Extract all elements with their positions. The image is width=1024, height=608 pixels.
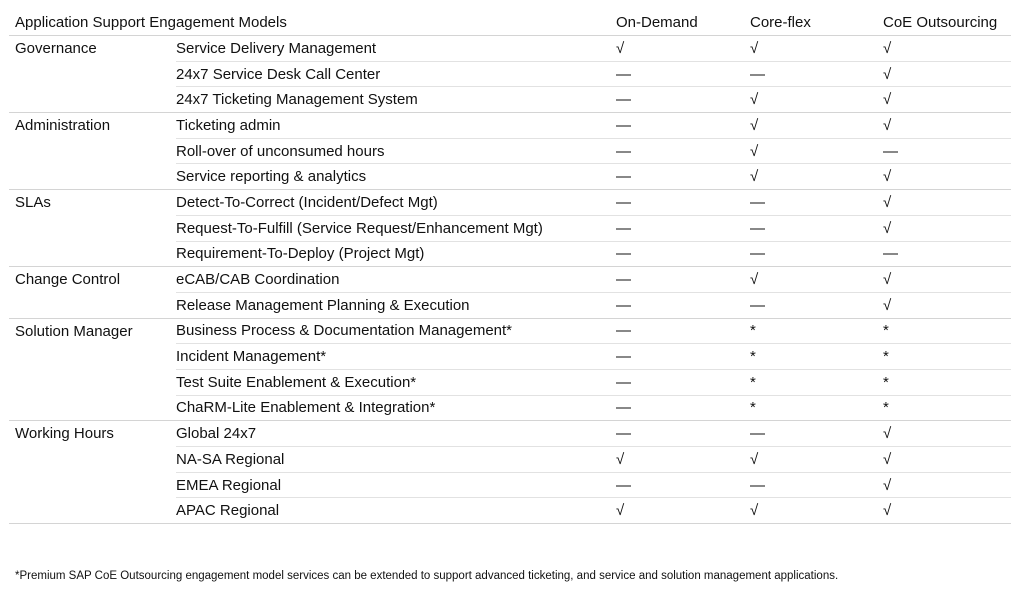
on-demand-dash-mark: — [616,113,750,139]
core-flex-check-mark: √ [750,138,883,164]
table-row [9,190,1011,216]
table-row [9,113,1011,139]
core-flex-dash-mark: — [750,190,883,216]
core-flex-asterisk-mark: * [750,395,883,421]
on-demand-dash-mark: — [616,164,750,190]
core-flex-check-mark: √ [750,267,883,293]
service-label: Business Process & Documentation Management* [176,318,616,344]
table-row [9,421,1011,447]
core-flex-asterisk-mark: * [750,344,883,370]
core-flex-check-mark: √ [750,447,883,473]
category-label: SLAs [9,190,176,267]
service-label: 24x7 Ticketing Management System [176,87,616,113]
on-demand-dash-mark: — [616,369,750,395]
coe-outsourcing-check-mark: √ [883,421,1011,447]
service-label: Global 24x7 [176,421,616,447]
on-demand-dash-mark: — [616,472,750,498]
service-label: Incident Management* [176,344,616,370]
column-header-core-flex: Core-flex [750,10,883,36]
coe-outsourcing-asterisk-mark: * [883,318,1011,344]
coe-outsourcing-asterisk-mark: * [883,344,1011,370]
table-title: Application Support Engagement Models [9,10,616,36]
on-demand-dash-mark: — [616,61,750,87]
service-label: APAC Regional [176,498,616,524]
service-label: Test Suite Enablement & Execution* [176,369,616,395]
on-demand-check-mark: √ [616,36,750,62]
on-demand-dash-mark: — [616,267,750,293]
coe-outsourcing-check-mark: √ [883,267,1011,293]
coe-outsourcing-check-mark: √ [883,215,1011,241]
core-flex-dash-mark: — [750,421,883,447]
core-flex-dash-mark: — [750,292,883,318]
service-label: 24x7 Service Desk Call Center [176,61,616,87]
category-label: Governance [9,36,176,113]
coe-outsourcing-asterisk-mark: * [883,395,1011,421]
on-demand-dash-mark: — [616,292,750,318]
column-header-coe-outsourcing: CoE Outsourcing [883,10,1011,36]
on-demand-check-mark: √ [616,447,750,473]
coe-outsourcing-check-mark: √ [883,87,1011,113]
category-label: Working Hours [9,421,176,524]
table-row [9,267,1011,293]
coe-outsourcing-check-mark: √ [883,498,1011,524]
coe-outsourcing-dash-mark: — [883,138,1011,164]
on-demand-dash-mark: — [616,241,750,267]
core-flex-check-mark: √ [750,498,883,524]
on-demand-dash-mark: — [616,190,750,216]
category-label: Solution Manager [9,318,176,421]
service-label: Ticketing admin [176,113,616,139]
coe-outsourcing-check-mark: √ [883,61,1011,87]
on-demand-dash-mark: — [616,421,750,447]
service-label: EMEA Regional [176,472,616,498]
category-label: Administration [9,113,176,190]
service-label: Release Management Planning & Execution [176,292,616,318]
core-flex-check-mark: √ [750,36,883,62]
on-demand-dash-mark: — [616,395,750,421]
on-demand-dash-mark: — [616,138,750,164]
service-label: Requirement-To-Deploy (Project Mgt) [176,241,616,267]
core-flex-dash-mark: — [750,472,883,498]
core-flex-dash-mark: — [750,215,883,241]
footnote: *Premium SAP CoE Outsourcing engagement model services can be extended to support advanced ticketing, and service and solution management applications. [15,570,839,582]
engagement-models-table [9,10,1011,524]
core-flex-asterisk-mark: * [750,318,883,344]
on-demand-dash-mark: — [616,215,750,241]
service-label: ChaRM-Lite Enablement & Integration* [176,395,616,421]
table-row [9,36,1011,62]
on-demand-check-mark: √ [616,498,750,524]
coe-outsourcing-check-mark: √ [883,292,1011,318]
coe-outsourcing-check-mark: √ [883,36,1011,62]
coe-outsourcing-asterisk-mark: * [883,369,1011,395]
core-flex-check-mark: √ [750,87,883,113]
coe-outsourcing-check-mark: √ [883,113,1011,139]
coe-outsourcing-dash-mark: — [883,241,1011,267]
coe-outsourcing-check-mark: √ [883,447,1011,473]
service-label: Detect-To-Correct (Incident/Defect Mgt) [176,190,616,216]
core-flex-check-mark: √ [750,113,883,139]
service-label: Request-To-Fulfill (Service Request/Enhancement Mgt) [176,215,616,241]
coe-outsourcing-check-mark: √ [883,164,1011,190]
service-label: eCAB/CAB Coordination [176,267,616,293]
on-demand-dash-mark: — [616,344,750,370]
service-label: Service reporting & analytics [176,164,616,190]
service-label: Service Delivery Management [176,36,616,62]
category-label: Change Control [9,267,176,318]
on-demand-dash-mark: — [616,87,750,113]
core-flex-dash-mark: — [750,61,883,87]
on-demand-dash-mark: — [616,318,750,344]
core-flex-dash-mark: — [750,241,883,267]
service-label: Roll-over of unconsumed hours [176,138,616,164]
core-flex-asterisk-mark: * [750,369,883,395]
coe-outsourcing-check-mark: √ [883,472,1011,498]
column-header-on-demand: On-Demand [616,10,750,36]
table-row [9,318,1011,344]
core-flex-check-mark: √ [750,164,883,190]
service-label: NA-SA Regional [176,447,616,473]
coe-outsourcing-check-mark: √ [883,190,1011,216]
table-header-row [9,10,1011,36]
